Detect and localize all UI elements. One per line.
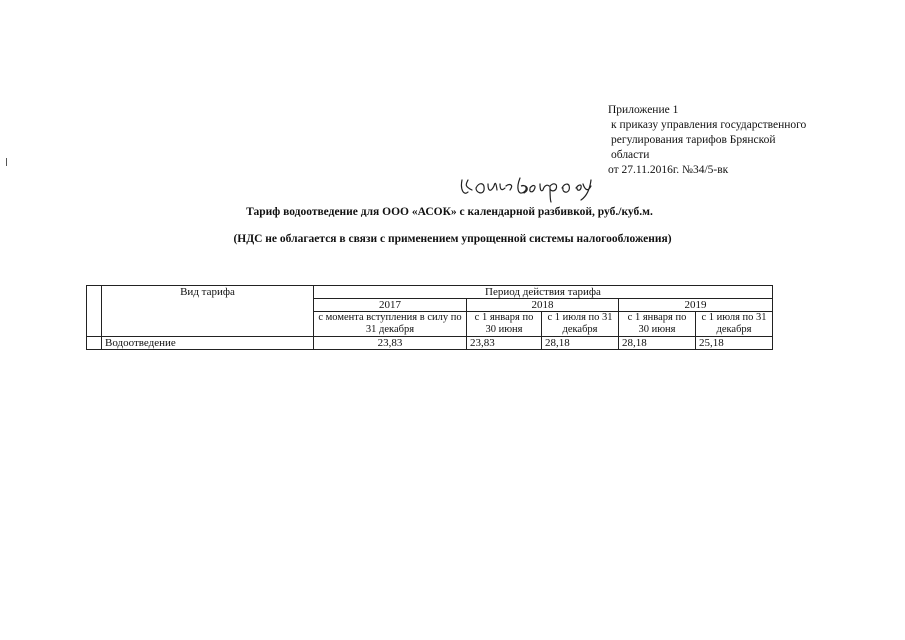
value-2019-h2: 25,18 (696, 337, 773, 350)
appendix-order-line: к приказу управления государственного (611, 119, 807, 131)
value-2018-h1: 23,83 (467, 337, 542, 350)
subperiod-2017: с момента вступления в силу по 31 декабря (314, 312, 467, 337)
blank-column-cell (87, 337, 102, 350)
document-title: Тариф водоотведение для ООО «АСОК» с календарной разбивкой, руб./куб.м. (246, 206, 653, 218)
subperiod-2018-h2: с 1 июля по 31 декабря (542, 312, 619, 337)
appendix-region-line: области (611, 149, 650, 161)
period-header: Период действия тарифа (314, 286, 773, 299)
appendix-date-number: от 27.11.2016г. №34/5-вк (608, 164, 729, 176)
tariff-type-value: Водоотведение (102, 337, 314, 350)
appendix-authority-line: регулирования тарифов Брянской (611, 134, 776, 146)
value-2019-h1: 28,18 (619, 337, 696, 350)
vat-note: (НДС не облагается в связи с применением упрощенной системы налогообложения) (233, 233, 672, 245)
handwritten-signature (458, 170, 598, 204)
table-header-row (87, 286, 773, 299)
subperiod-2018-h1: с 1 января по 30 июня (467, 312, 542, 337)
year-2018-header: 2018 (467, 299, 619, 312)
value-2017: 23,83 (314, 337, 467, 350)
table-row (87, 337, 773, 350)
subperiod-2019-h1: с 1 января по 30 июня (619, 312, 696, 337)
appendix-title: Приложение 1 (608, 104, 679, 116)
tariff-type-header: Вид тарифа (102, 286, 314, 337)
year-2017-header: 2017 (314, 299, 467, 312)
appendix-block (608, 103, 806, 178)
year-2019-header: 2019 (619, 299, 773, 312)
blank-column-cell (87, 286, 102, 337)
value-2018-h2: 28,18 (542, 337, 619, 350)
subperiod-2019-h2: с 1 июля по 31 декабря (696, 312, 773, 337)
tariff-table (86, 285, 773, 350)
margin-mark (6, 158, 7, 166)
